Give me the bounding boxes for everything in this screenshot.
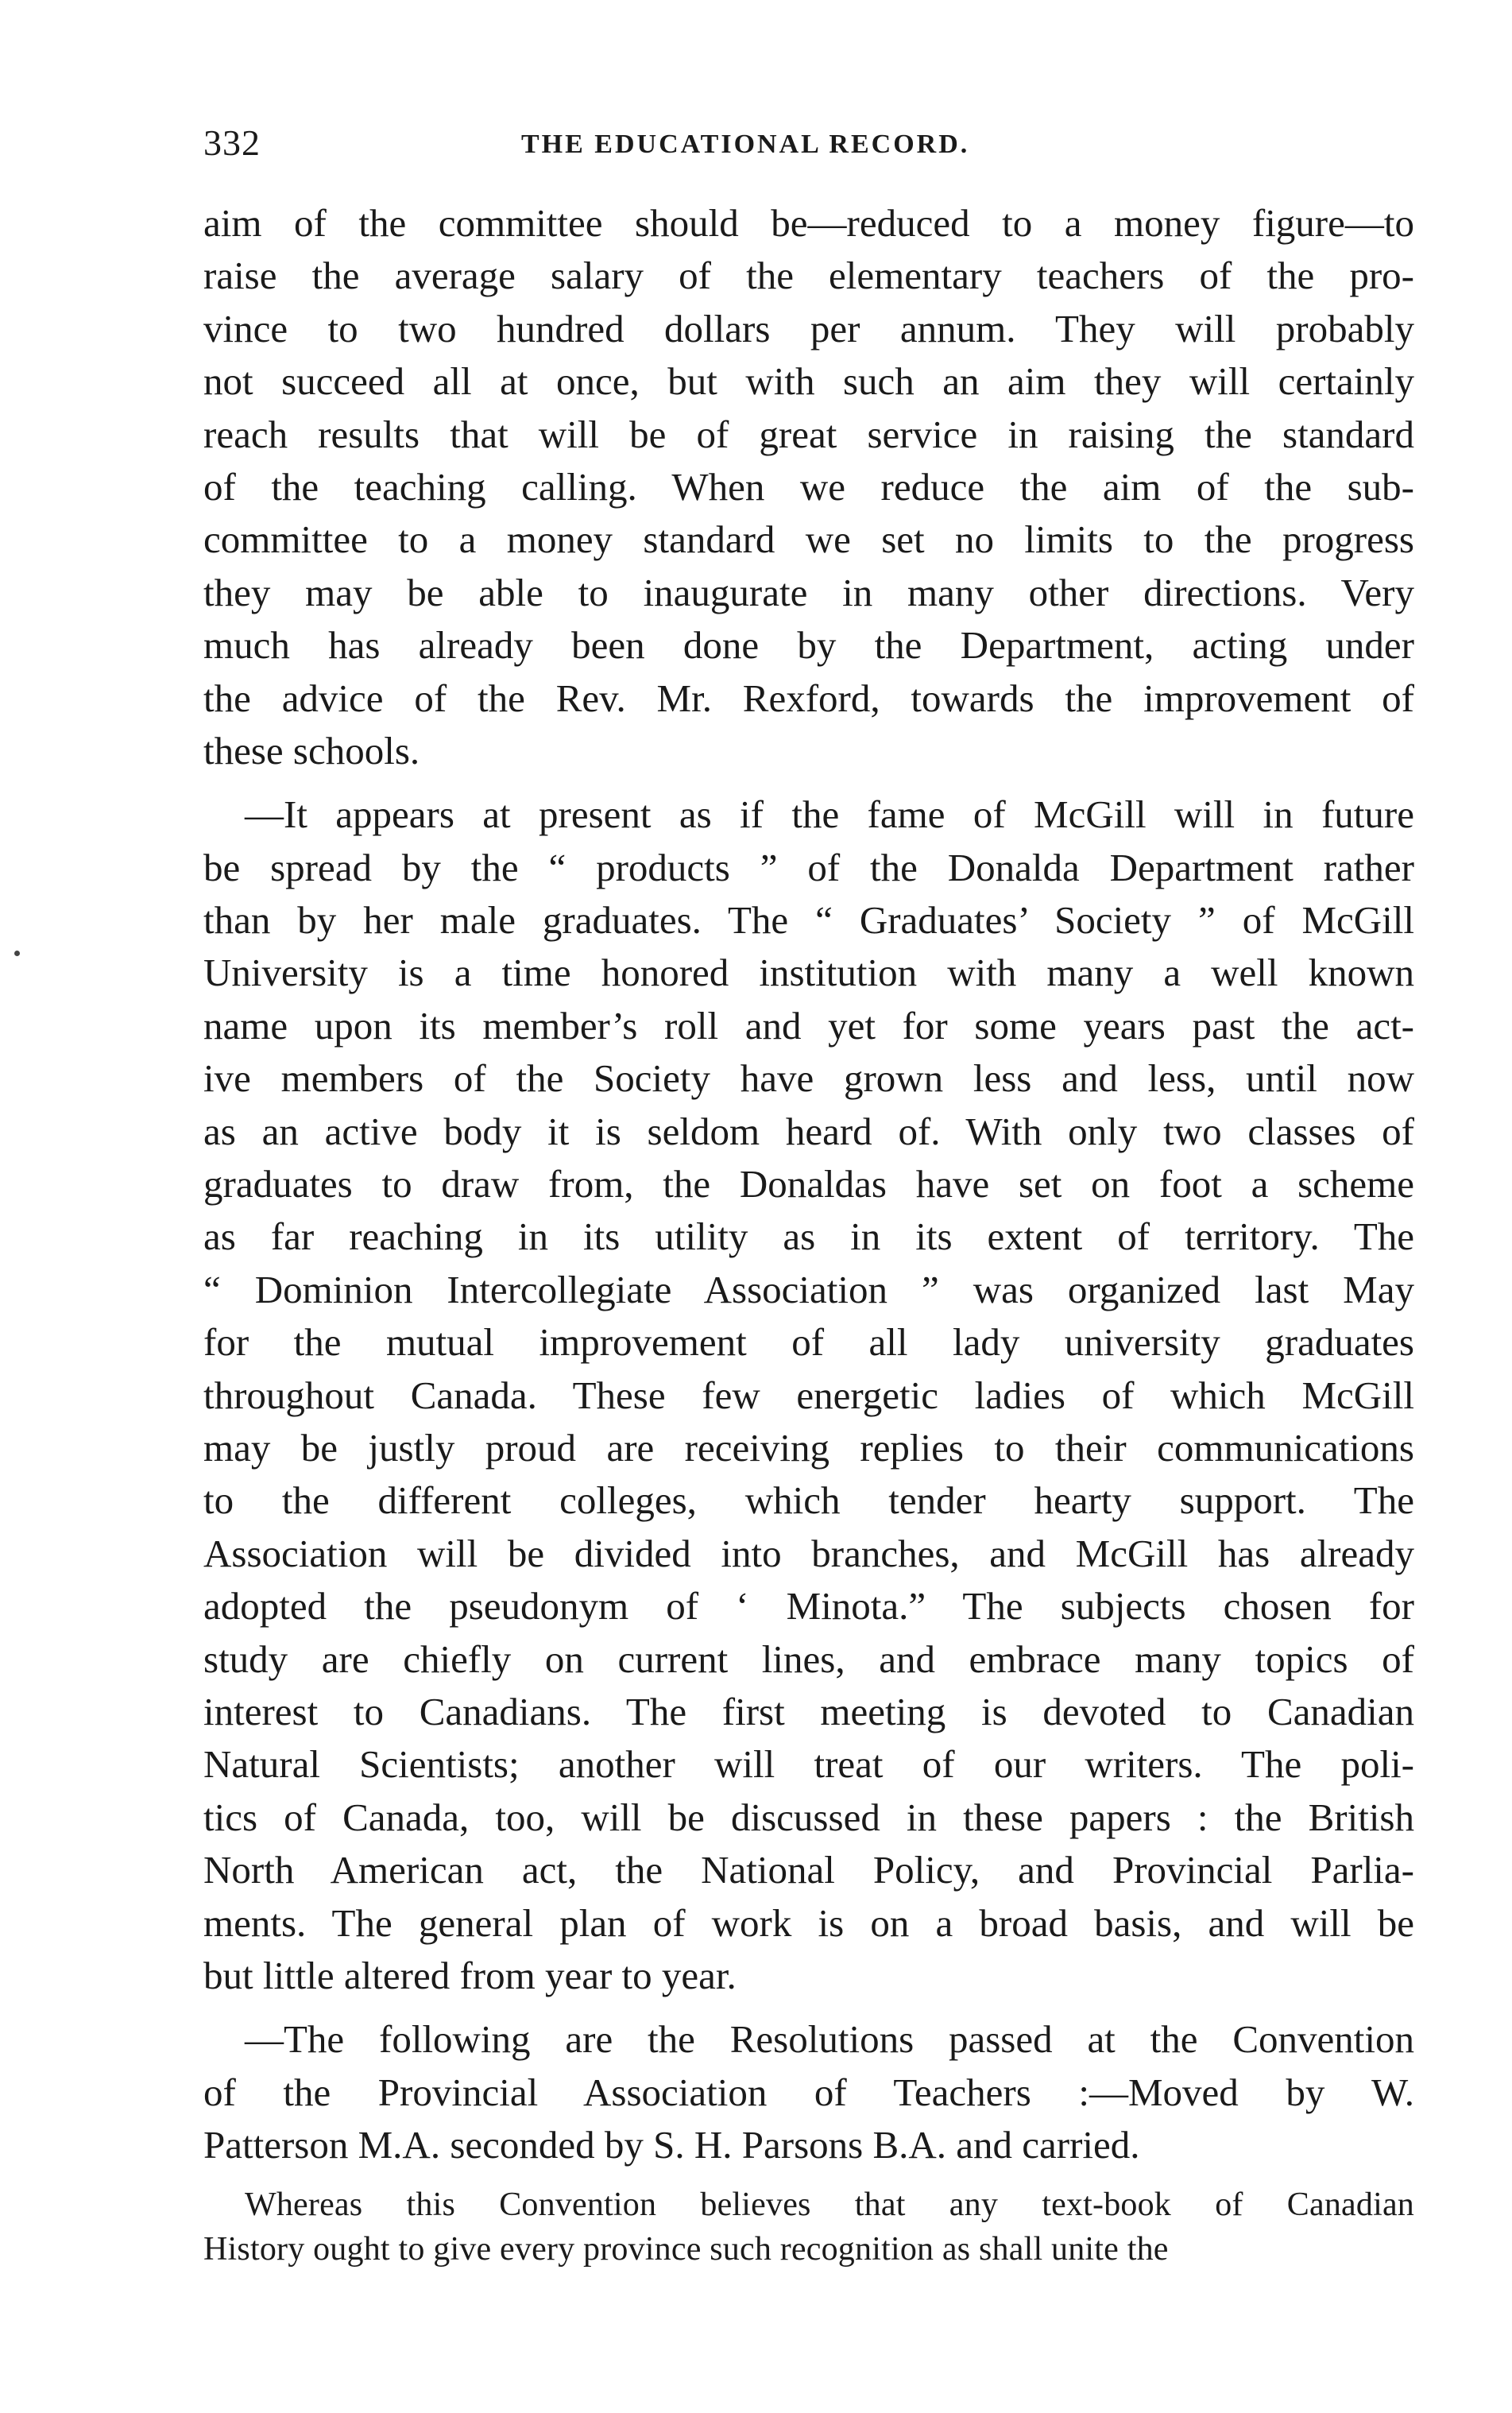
text-line: ive members of the Society have grown less and less, until now xyxy=(203,1056,1414,1101)
text-line: of the teaching calling. When we reduce the aim of the sub- xyxy=(203,464,1414,509)
text-line: —The following are the Resolutions passed at the Convention xyxy=(245,2017,1414,2062)
page-header xyxy=(203,119,1411,167)
text-line: to the different colleges, which tender hearty support. The xyxy=(203,1478,1414,1523)
text-line: Natural Scientists; another will treat of our writers. The poli- xyxy=(203,1742,1414,1787)
text-line: be spread by the “ products ” of the Donalda Department rather xyxy=(203,845,1414,889)
text-line: may be justly proud are receiving replies to their communications xyxy=(203,1425,1414,1470)
text-line: History ought to give every province such recognition as shall unite the xyxy=(203,2231,1169,2268)
text-line: much has already been done by the Department, acting under xyxy=(203,623,1414,668)
text-line: as an active body it is seldom heard of. With only two classes of xyxy=(203,1109,1414,1153)
text-line: study are chiefly on current lines, and embrace many topics of xyxy=(203,1636,1414,1681)
text-line: for the mutual improvement of all lady university graduates xyxy=(203,1320,1414,1365)
text-line: but little altered from year to year. xyxy=(203,1953,737,1997)
text-line: tics of Canada, too, will be discussed in these papers : the British xyxy=(203,1795,1414,1839)
text-line: interest to Canadians. The first meeting is devoted to Canadian xyxy=(203,1689,1414,1733)
text-line: adopted the pseudonym of ‘ Minota.” The subjects chosen for xyxy=(203,1584,1414,1629)
text-line: raise the average salary of the elementary teachers of the pro- xyxy=(203,254,1414,298)
text-line: University is a time honored institution with many a well known xyxy=(203,951,1414,995)
text-line: reach results that will be of great service in raising the standard xyxy=(203,412,1414,456)
text-line: these schools. xyxy=(203,728,420,773)
text-line: as far reaching in its utility as in its extent of territory. The xyxy=(203,1214,1414,1259)
margin-mark xyxy=(14,951,20,956)
text-line: not succeed all at once, but with such an aim they will certainly xyxy=(203,359,1414,404)
text-line: graduates to draw from, the Donaldas have set on foot a scheme xyxy=(203,1162,1414,1206)
text-line: North American act, the National Policy, and Provincial Parlia- xyxy=(203,1848,1414,1892)
paragraph xyxy=(203,197,1414,777)
text-line: committee to a money standard we set no limits to the progress xyxy=(203,517,1414,562)
text-line: Association will be divided into branches, and McGill has already xyxy=(203,1531,1414,1575)
running-head: THE EDUCATIONAL RECORD. xyxy=(521,130,970,159)
paragraph xyxy=(203,2013,1414,2171)
text-line: “ Dominion Intercollegiate Association ” was organized last May xyxy=(203,1267,1414,1311)
paragraph-gap xyxy=(203,2171,1414,2183)
text-line: ments. The general plan of work is on a broad basis, and will be xyxy=(203,1900,1414,1945)
text-line: Whereas this Convention believes that any text-book of Canadian xyxy=(245,2186,1414,2224)
paragraph xyxy=(203,2183,1414,2272)
text-line: they may be able to inaugurate in many other directions. Very xyxy=(203,570,1414,614)
text-line: than by her male graduates. The “ Graduates’ Society ” of McGill xyxy=(203,898,1414,943)
text-line: throughout Canada. These few energetic ladies of which McGill xyxy=(203,1373,1414,1417)
text-line: vince to two hundred dollars per annum. They will probably xyxy=(203,306,1414,351)
page-number: 332 xyxy=(203,122,261,163)
paragraph xyxy=(203,788,1414,2002)
paragraph-gap xyxy=(203,777,1414,788)
text-line: Patterson M.A. seconded by S. H. Parsons B.A. and carried. xyxy=(203,2123,1140,2167)
text-line: aim of the committee should be—reduced to a money figure—to xyxy=(203,201,1414,245)
text-line: —It appears at present as if the fame of McGill will in future xyxy=(245,792,1414,837)
text-line: name upon its member’s roll and yet for some years past the act- xyxy=(203,1003,1414,1048)
paragraph-gap xyxy=(203,2002,1414,2013)
text-line: the advice of the Rev. Mr. Rexford, towards the improvement of xyxy=(203,676,1414,720)
body-text xyxy=(203,197,1414,2272)
text-line: of the Provincial Association of Teachers :—Moved by W. xyxy=(203,2070,1414,2114)
